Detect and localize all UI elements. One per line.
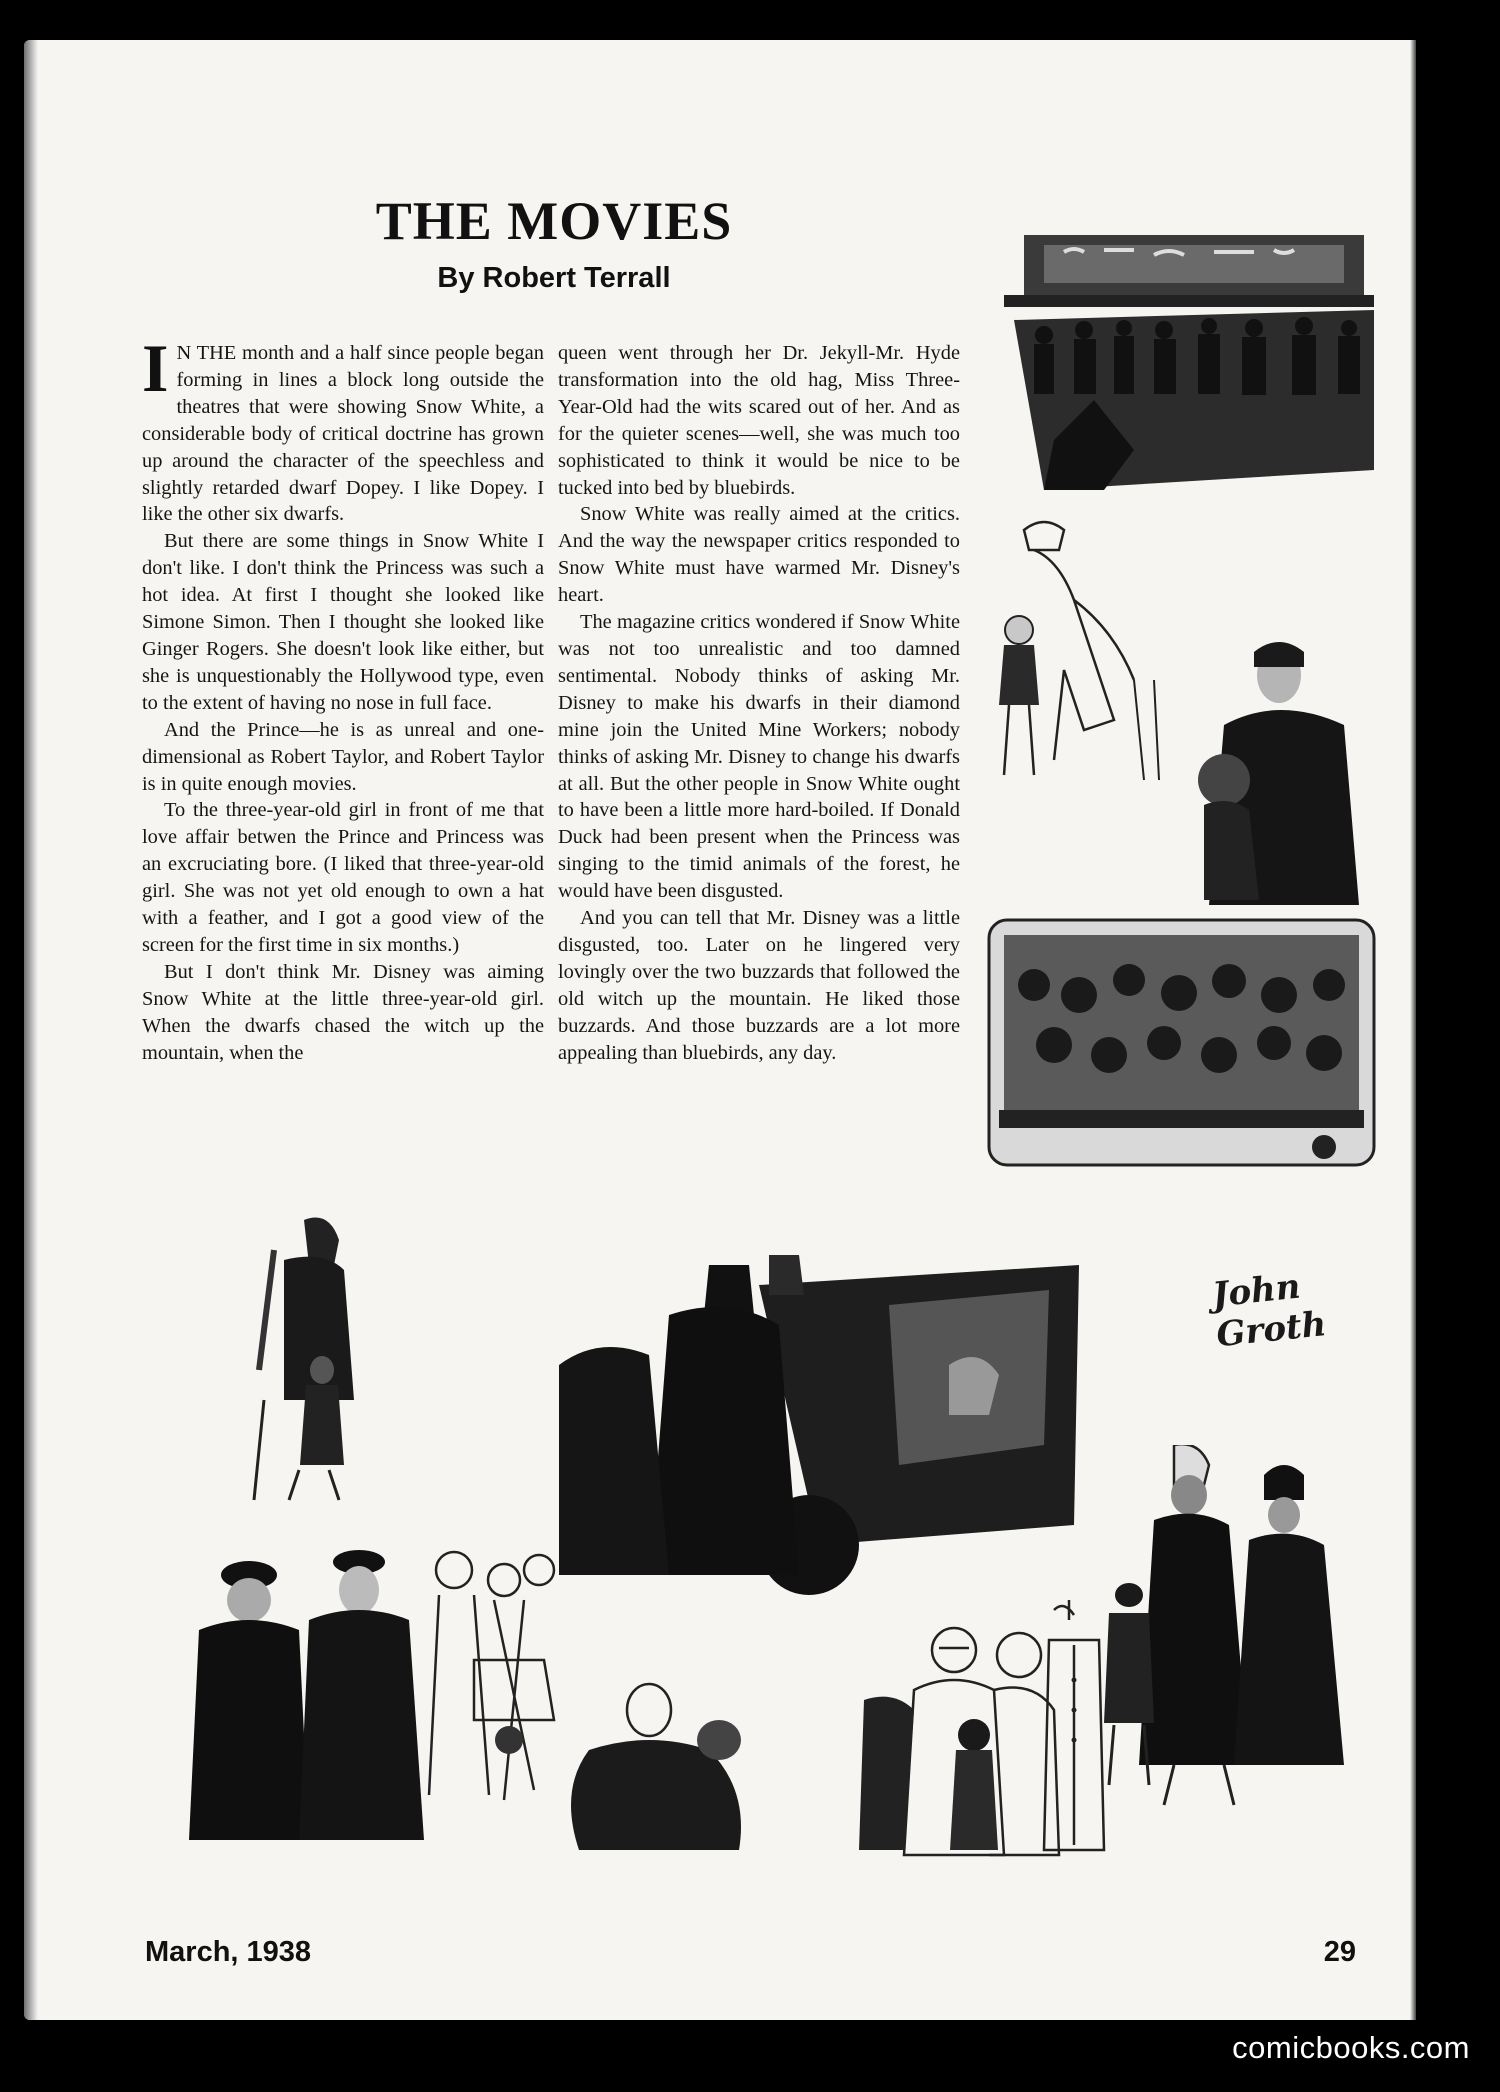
article-byline: By Robert Terrall (437, 262, 671, 294)
artist-signature: John Groth (1210, 1266, 1329, 1356)
paragraph: And you can tell that Mr. Disney was a little disgusted, too. Later on he lingered very lovingly over the two buzzards that followed the old witch up the mountain. He liked those buzzards. And those buzzards are a lot more appealing than bluebirds, any day. (558, 907, 960, 1064)
paragraph: The magazine critics wondered if Snow White was not too unrealistic and too damned sentimental. Nobody thinks of asking Mr. Disney to make his dwarfs in their diamond mine join the United Mine Workers; nobody thinks of asking Mr. Disney to change his dwarfs at all. But the other people in Snow White ought to have been a little more hard-boiled. If Donald Duck had been present when the Princess was singing to the timid animals of the forest, he would have been disgusted. (558, 611, 960, 903)
men-in-overcoats-sketch (174, 1540, 574, 1850)
watermark: comicbooks.com (1232, 2030, 1470, 2065)
text-column-right (558, 340, 960, 1066)
page-edge-shadow (1410, 40, 1416, 2020)
parent-and-child-sketch (984, 510, 1194, 800)
paragraph: Snow White was really aimed at the critics. And the way the newspaper critics responded to Snow White must have warmed Mr. Disney's heart. (558, 503, 960, 607)
theatre-audience-sketch (984, 915, 1384, 1175)
page-number: 29 (1323, 1936, 1356, 1968)
family-walking-sketch (1104, 1445, 1364, 1815)
man-in-dark-coat-sketch (1184, 630, 1394, 910)
paragraph: And the Prince—he is as unreal and one-dimensional as Robert Taylor, and Robert Taylor is in quite enough movies. (142, 718, 544, 795)
paragraph: queen went through her Dr. Jekyll-Mr. Hyde transformation into the old hag, Miss Three-Year-Old had the wits scared out of her. And as for the quieter scenes—well, she was much too sophisticated to think it would be nice to be tucked into bed by bluebirds. (558, 342, 960, 499)
magazine-page (24, 40, 1416, 2020)
drop-cap: I (142, 330, 169, 406)
text-column-left (142, 330, 544, 1066)
paragraph-text: N THE month and a half since people began forming in lines a block long outside the theatres that were showing Snow White, a considerable body of critical doctrine has grown up around the character of the speechless and slightly retarded dwarf Dopey. I like Dopey. I like the other six dwarfs. (142, 342, 544, 526)
paragraph: To the three-year-old girl in front of me that love affair betwen the Prince and Princess was an excruciating bore. (I liked that three-year-old girl. She was not yet old enough to own a hat with a feather, and I got a good view of the screen for the first time in six months.) (142, 799, 544, 956)
page-spine-shadow (24, 40, 38, 2020)
seated-figure-sketch (559, 1680, 759, 1860)
woman-and-child-sketch (244, 1210, 404, 1510)
paragraph: But I don't think Mr. Disney was aiming Snow White at the little three-year-old girl. When the dwarfs chased the witch up the mountain, when the (142, 960, 544, 1064)
theatre-marquee-sketch (984, 200, 1384, 500)
car-and-doorman-sketch (559, 1245, 1089, 1605)
paragraph (142, 330, 544, 528)
issue-date: March, 1938 (145, 1936, 312, 1968)
paragraph: But there are some things in Snow White I don't like. I don't think the Princess was such a hot idea. At first I thought she looked like Simone Simon. Then I thought she looked like Ginger Rogers. She doesn't look like either, but she is unquestionably the Hollywood type, even to the extent of having no nose in full face. (142, 530, 544, 714)
article-title: THE MOVIES (375, 191, 733, 251)
